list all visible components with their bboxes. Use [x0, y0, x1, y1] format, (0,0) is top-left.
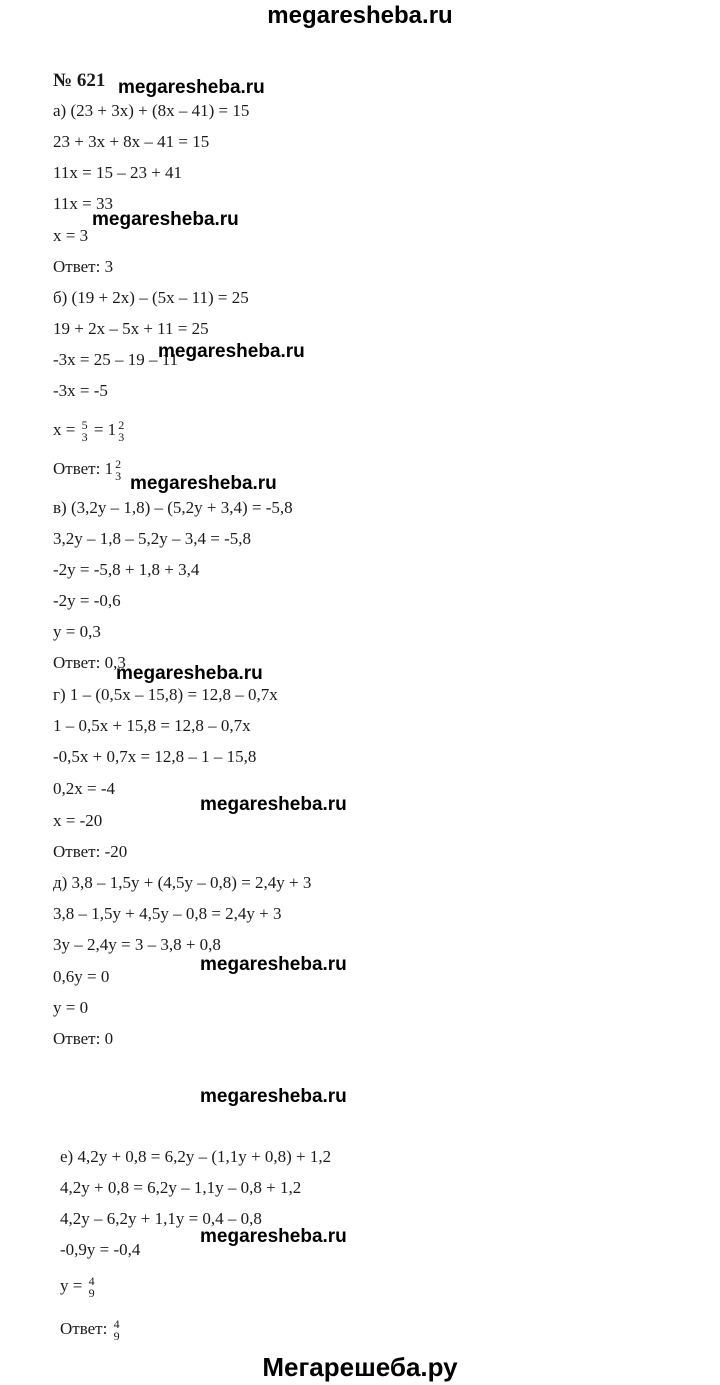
- part-e-step-3: -0,9y = -0,4: [60, 1240, 141, 1259]
- watermark: megaresheba.ru: [118, 77, 265, 98]
- part-g-equation: г) 1 – (0,5x – 15,8) = 12,8 – 0,7x: [53, 685, 278, 704]
- part-e-step-1: 4,2y + 0,8 = 6,2y – 1,1y – 0,8 + 1,2: [60, 1178, 302, 1197]
- part-b-step-4: [53, 419, 126, 443]
- part-b-equation: б) (19 + 2x) – (5x – 11) = 25: [53, 288, 249, 307]
- part-v-equation: в) (3,2y – 1,8) – (5,2y + 3,4) = -5,8: [53, 498, 293, 517]
- part-b-answer-prefix: Ответ: 1: [53, 459, 114, 478]
- part-e-answer-fraction: [113, 1318, 121, 1342]
- part-a-step-1: 23 + 3x + 8x – 41 = 15: [53, 132, 210, 151]
- part-a-step-4: x = 3: [53, 226, 89, 245]
- header-site-name: megaresheba.ru: [267, 2, 453, 29]
- part-b-mixed-fraction: [117, 419, 125, 443]
- part-d-step-4: y = 0: [53, 998, 89, 1017]
- watermark: megaresheba.ru: [200, 954, 347, 975]
- watermark: megaresheba.ru: [200, 1086, 347, 1107]
- part-e-step-4: [60, 1275, 97, 1299]
- watermark: megaresheba.ru: [130, 473, 277, 494]
- part-e-step-4-prefix: y =: [60, 1276, 87, 1295]
- part-e-step-2: 4,2y – 6,2y + 1,1y = 0,4 – 0,8: [60, 1209, 262, 1228]
- part-b-fraction-denominator: 3: [81, 430, 88, 445]
- part-d-step-1: 3,8 – 1,5y + 4,5y – 0,8 = 2,4y + 3: [53, 904, 282, 923]
- part-b-step-4-prefix: x =: [53, 420, 80, 439]
- part-d-answer: Ответ: 0: [53, 1029, 114, 1048]
- part-b-answer-numerator: 2: [115, 457, 122, 472]
- watermark: megaresheba.ru: [92, 209, 239, 230]
- part-b-mixed-numerator: 2: [118, 418, 125, 433]
- part-e-answer-numerator: 4: [113, 1317, 120, 1332]
- part-b-step-3: -3x = -5: [53, 381, 108, 400]
- watermark: megaresheba.ru: [116, 663, 263, 684]
- part-b-fraction-numerator: 5: [81, 418, 88, 433]
- part-g-step-2: -0,5x + 0,7x = 12,8 – 1 – 15,8: [53, 747, 257, 766]
- part-e-fraction: [88, 1275, 96, 1299]
- part-g-step-1: 1 – 0,5x + 15,8 = 12,8 – 0,7x: [53, 716, 251, 735]
- part-v-step-2: -2y = -5,8 + 1,8 + 3,4: [53, 560, 200, 579]
- part-b-fraction: [81, 419, 89, 443]
- part-v-step-4: y = 0,3: [53, 622, 101, 641]
- watermark: megaresheba.ru: [200, 1226, 347, 1247]
- part-g-step-3: 0,2x = -4: [53, 779, 115, 798]
- part-e-equation: е) 4,2y + 0,8 = 6,2y – (1,1y + 0,8) + 1,2: [60, 1147, 332, 1166]
- part-e-fraction-numerator: 4: [88, 1274, 95, 1289]
- part-d-step-3: 0,6y = 0: [53, 967, 110, 986]
- part-a-equation: а) (23 + 3x) + (8x – 41) = 15: [53, 101, 250, 120]
- part-b-step-4-mid: = 1: [89, 420, 117, 439]
- part-a-step-2: 11x = 15 – 23 + 41: [53, 163, 183, 182]
- footer-site-name: Мегарешеба.ру: [262, 1352, 458, 1382]
- part-b-answer-denominator: 3: [115, 469, 122, 484]
- part-v-answer: Ответ: 0,3: [53, 653, 126, 672]
- part-v-step-3: -2y = -0,6: [53, 591, 121, 610]
- part-e-answer-denominator: 9: [113, 1329, 120, 1344]
- part-d-equation: д) 3,8 – 1,5y + (4,5y – 0,8) = 2,4y + 3: [53, 873, 312, 892]
- watermark: megaresheba.ru: [158, 341, 305, 362]
- part-e-answer: [60, 1318, 122, 1342]
- part-d-step-2: 3y – 2,4y = 3 – 3,8 + 0,8: [53, 935, 221, 954]
- problem-number: № 621: [53, 70, 106, 91]
- part-g-step-4: x = -20: [53, 811, 103, 830]
- part-b-mixed-denominator: 3: [118, 430, 125, 445]
- watermark: megaresheba.ru: [200, 794, 347, 815]
- part-v-step-1: 3,2y – 1,8 – 5,2y – 3,4 = -5,8: [53, 529, 251, 548]
- part-e-fraction-denominator: 9: [88, 1286, 95, 1301]
- part-b-step-1: 19 + 2x – 5x + 11 = 25: [53, 319, 209, 338]
- part-a-answer: Ответ: 3: [53, 257, 114, 276]
- part-e-answer-prefix: Ответ:: [60, 1319, 112, 1338]
- part-a-step-3: 11x = 33: [53, 194, 113, 213]
- part-g-answer: Ответ: -20: [53, 842, 128, 861]
- part-b-answer: [53, 458, 123, 482]
- part-b-step-2: -3x = 25 – 19 – 11: [53, 350, 179, 369]
- part-b-answer-fraction: [114, 458, 122, 482]
